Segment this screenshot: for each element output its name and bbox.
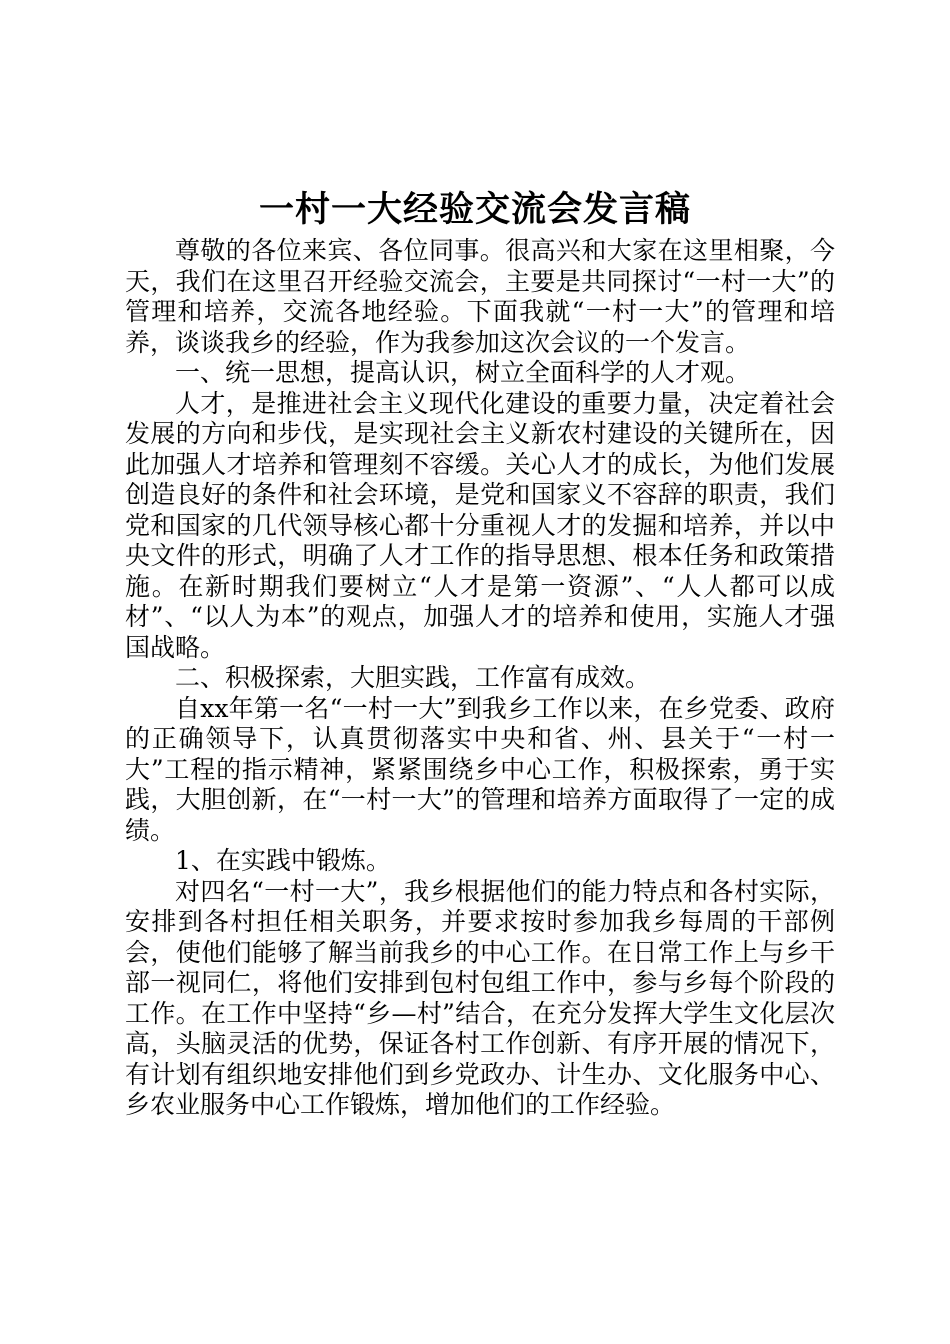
document-body <box>125 236 835 1121</box>
section-heading-1: 一、统一思想，提高认识，树立全面科学的人才观。 <box>175 358 751 387</box>
subsection-heading-1: 1、在实践中锻炼。 <box>175 846 391 875</box>
paragraph-talent: 人才，是推进社会主义现代化建设的重要力量，决定着社会发展的方向和步伐，是实现社会主义新农村建设的关键所在，因此加强人才培养和管理刻不容缓。关心人才的成长，为他们发展创造良好的条件和社会环境，是党和国家义不容辞的职责，我们党和国家的几代领导核心都十分重视人才的发掘和培养，并以中央文件的形式，明确了人才工作的指导思想、根本任务和政策措施。在新时期我们要树立“人才是第一资源”、“人人都可以成材”、“以人为本”的观点，加强人才的培养和使用，实施人才强国战略。 <box>125 388 835 662</box>
paragraph-opening: 尊敬的各位来宾、各位同事。很高兴和大家在这里相聚，今天，我们在这里召开经验交流会，主要是共同探讨“一村一大”的管理和培养，交流各地经验。下面我就“一村一大”的管理和培养，谈谈我乡的经验，作为我参加这次会议的一个发言。 <box>125 236 835 357</box>
section-heading-2: 二、积极探索，大胆实践，工作富有成效。 <box>175 663 651 692</box>
paragraph-achievements: 自xx年第一名“一村一大”到我乡工作以来，在乡党委、政府的正确领导下，认真贯彻落实中央和省、州、县关于“一村一大”工程的指示精神，紧紧围绕乡中心工作，积极探索，勇于实践，大胆创新，在“一村一大”的管理和培养方面取得了一定的成绩。 <box>125 693 835 845</box>
paragraph-practice: 对四名“一村一大”，我乡根据他们的能力特点和各村实际，安排到各村担任相关职务，并要求按时参加我乡每周的干部例会，使他们能够了解当前我乡的中心工作。在日常工作上与乡干部一视同仁，将他们安排到包村包组工作中，参与乡每个阶段的工作。在工作中坚持“乡—村”结合，在充分发挥大学生文化层次高，头脑灵活的优势，保证各村工作创新、有序开展的情况下，有计划有组织地安排他们到乡党政办、计生办、文化服务中心、乡农业服务中心工作锻炼，增加他们的工作经验。 <box>125 876 835 1119</box>
document-title: 一村一大经验交流会发言稿 <box>258 189 691 230</box>
